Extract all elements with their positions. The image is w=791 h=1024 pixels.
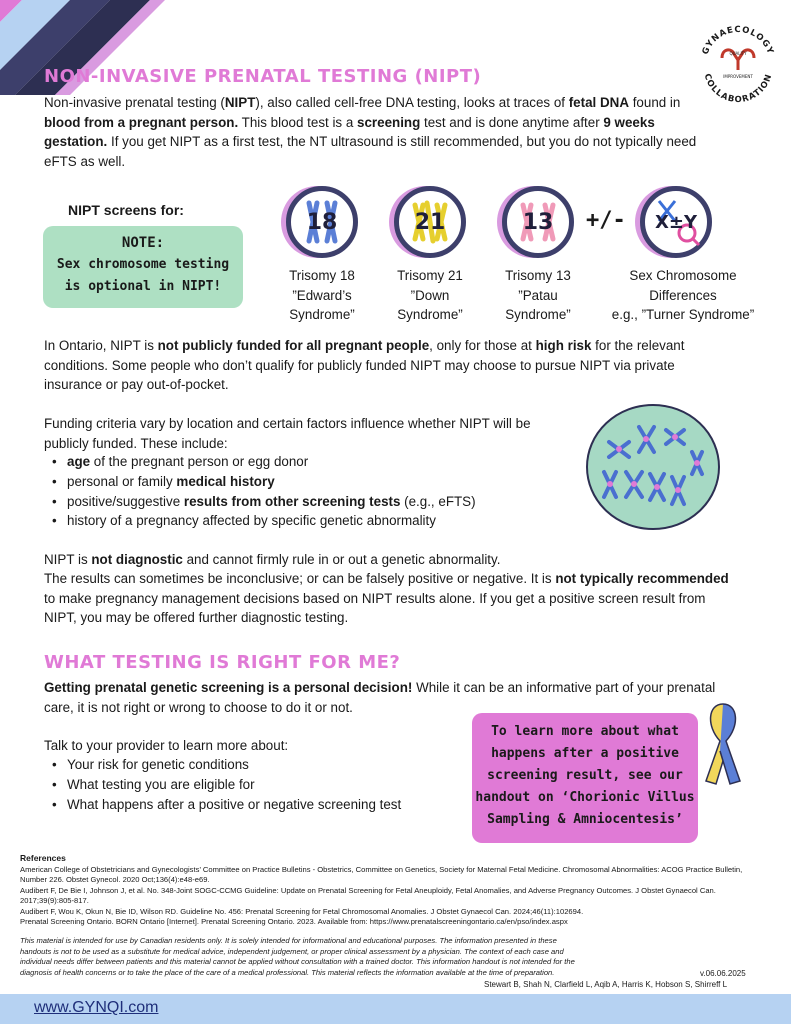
list-item: • positive/suggestive results from other screening tests (e.g., eFTS)	[44, 492, 604, 512]
provider-topics-list	[44, 755, 464, 814]
note-title: NOTE:	[121, 235, 165, 251]
not-diagnostic-paragraph: NIPT is not diagnostic and cannot firmly rule in or out a genetic abnormality.	[44, 552, 501, 567]
trisomy-13-number: 13	[522, 209, 554, 235]
svg-text:COLLABORATION: COLLABORATION	[701, 72, 775, 106]
cvs-amnio-handout-box	[472, 713, 698, 843]
nipt-screens-for-label: NIPT screens for:	[68, 202, 184, 218]
funding-criteria-paragraph: Funding criteria vary by location and certain factors influence whether NIPT will be publicly funded. These include:	[44, 416, 531, 451]
handout-line: happens after a positive	[491, 746, 679, 761]
list-item: • history of a pregnancy affected by specific genetic abnormality	[44, 511, 604, 531]
sex-chromosome-label: X±Y	[655, 211, 697, 233]
note-line: is optional in NIPT!	[64, 279, 222, 294]
nipt-intro-paragraph: Non-invasive prenatal testing (NIPT), also called cell-free DNA testing, looks at traces of fetal DNA found in blood from a pregnant person. This blood test is a screening test and is done anytime after 9 weeks gestation. If you get NIPT as a first test, the NT ultrasound is still recommended, but you do not typically need eFTS as well.	[44, 95, 697, 169]
handout-line: handout on ‘Chorionic Villus	[475, 790, 695, 805]
handout-line: screening result, see our	[487, 768, 683, 783]
list-item: • Your risk for genetic conditions	[44, 755, 464, 775]
references-heading: References	[20, 853, 66, 863]
version-text: v.06.06.2025	[700, 969, 746, 978]
sex-chromosome-note-box	[43, 226, 243, 308]
reference-item: American College of Obstetricians and Gynecologists’ Committee on Practice Bulletins - Obstetrics, Committee on Genetics, Society for Maternal Fetal Medicine. Chromosomal Abnormalities: ACOG Practice Bulletin, Number 226. Obstet Gynecol. 2020 Oct;136(4):e48-e69.	[20, 864, 743, 884]
trisomy-21-caption: Trisomy 21 ”Down Syndrome”	[397, 268, 463, 322]
awareness-ribbon-icon	[698, 696, 748, 786]
list-item: • personal or family medical history	[44, 472, 604, 492]
disclaimer-text: This material is intended for use by Canadian residents only. It is solely intended for informational and educational purposes. The information presented in these handouts is not to be used as a substitute for medical advice, independent judgement, or proper clinical assessment by a physician. The context of each case and individual needs differ between patients and this material cannot be applied without consultation with a trained doctor. This information handout is not intended for the diagnosis of health concerns or to take the place of the care of a medical professional. This material reflects the information available at the time of preparation.	[20, 936, 575, 977]
sex-chromosome-icon	[640, 186, 712, 258]
list-item: • What happens after a positive or negative screening test	[44, 795, 464, 815]
results-paragraph: The results can sometimes be inconclusive; or can be falsely positive or negative. It is not typically recommended to make pregnancy management decisions based on NIPT results alone. If you get a positive screen result from NIPT, you may be offered further diagnostic testing.	[44, 571, 729, 625]
reference-item: Audibert F, Wou K, Okun N, Bie ID, Wilson RD. Guideline No. 456: Prenatal Screening for Fetal Chromosomal Anomalies. J Obstet Gynaecol Can. 2024;46(11):102694.	[20, 906, 584, 916]
trisomy-21-number: 21	[414, 209, 446, 235]
reference-item: Audibert F, De Bie I, Johnson J, et al. No. 348-Joint SOGC-CCMG Guideline: Update on Prenatal Screening for Fetal Aneuploidy, Fetal Anomalies, and Adverse Pregnancy Outcomes. J Obstet Gynaecol Can. 2017;39(9):805-817.	[20, 885, 716, 905]
references-section	[20, 853, 768, 928]
trisomy-18-caption: Trisomy 18 ”Edward’s Syndrome”	[289, 268, 355, 322]
website-link[interactable]: www.GYNQI.com	[34, 999, 159, 1016]
cell-chromosomes-illustration	[584, 402, 722, 532]
nipt-section-title: NON-INVASIVE PRENATAL TESTING (NIPT)	[44, 66, 482, 87]
list-item: • age of the pregnant person or egg donor	[44, 452, 604, 472]
plus-minus-symbol: +/-	[586, 208, 626, 233]
trisomy-13-icon	[502, 186, 574, 258]
trisomy-18-icon	[286, 186, 358, 258]
reference-item: Prenatal Screening Ontario. BORN Ontario [Internet]. Prenatal Screening Ontario. 2023. Available from: https://www.prenatalscreeningontario.ca/en/pso/index.aspx	[20, 917, 568, 926]
handout-line: To learn more about what	[491, 724, 679, 739]
svg-text:IMPROVEMENT: IMPROVEMENT	[723, 74, 753, 79]
svg-text:QUALITY: QUALITY	[729, 51, 747, 56]
note-line: Sex chromosome testing	[56, 257, 230, 272]
ontario-funding-paragraph: In Ontario, NIPT is not publicly funded for all pregnant people, only for those at high risk for the relevant conditions. Some people who don’t qualify for publicly funded NIPT may choose to pursue NIPT via private insurance or pay out-of-pocket.	[44, 338, 685, 392]
trisomy-21-icon	[394, 186, 466, 258]
svg-text:GYNAECOLOGY: GYNAECOLOGY	[700, 24, 776, 57]
funding-criteria-list	[44, 452, 604, 531]
right-for-me-section-title: WHAT TESTING IS RIGHT FOR ME?	[44, 652, 401, 673]
personal-decision-paragraph: Getting prenatal genetic screening is a personal decision! While it can be an informative part of your prenatal care, it is not right or wrong to choose to do it or not.	[44, 680, 716, 715]
authors-text: Stewart B, Shah N, Clarfield L, Aqib A, Harris K, Hobson S, Shirreff L	[484, 980, 728, 989]
trisomy-18-number: 18	[306, 209, 338, 235]
talk-to-provider-text: Talk to your provider to learn more about:	[44, 738, 289, 753]
sex-chromosome-caption: Sex Chromosome Differences e.g., ”Turner Syndrome”	[611, 268, 755, 322]
list-item: • What testing you are eligible for	[44, 775, 464, 795]
handout-line: Sampling & Amniocentesis’	[487, 812, 683, 827]
trisomy-13-caption: Trisomy 13 ”Patau Syndrome”	[505, 268, 571, 322]
